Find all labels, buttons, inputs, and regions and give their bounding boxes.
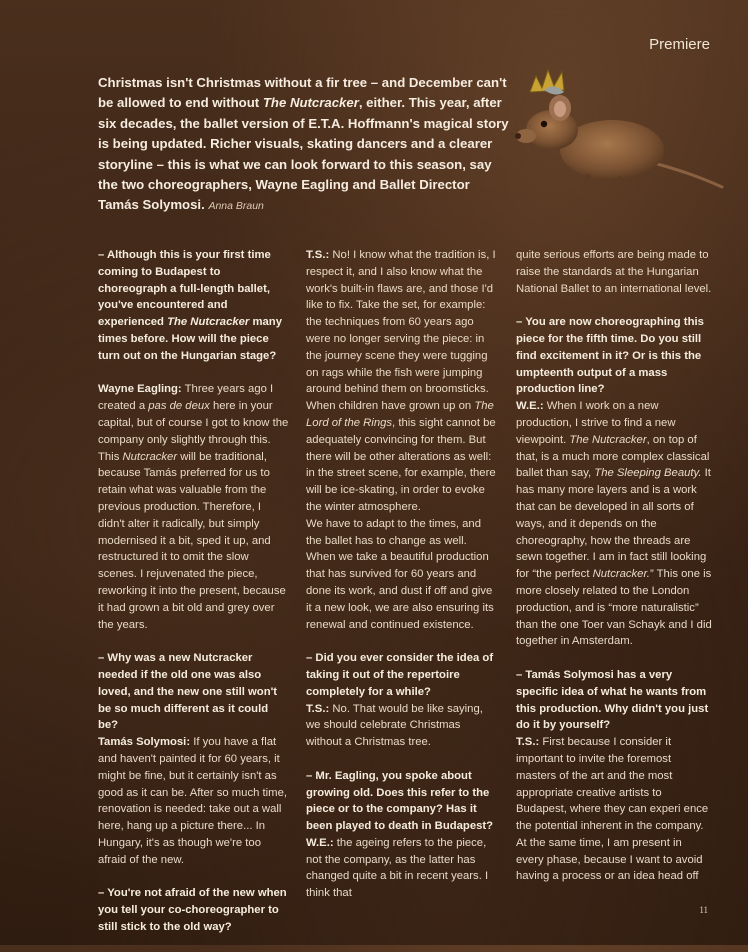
speaker-name: Wayne Eagling: bbox=[98, 383, 182, 396]
question: – Mr. Eagling, you spoke about growing old. Does this refer to the piece or to the company? Has it been played to death in Budapest? bbox=[306, 769, 494, 833]
answer-text: It has many more layers and is a work that can be developed in all sorts of ways, and it depends on the choreography, how the threads are sewn together. I am in fact still looking for “the perfect bbox=[516, 467, 711, 581]
answer-text: At the same time, I am present in every phase, because I want to avoid having a process or an idea head off bbox=[516, 836, 703, 883]
answer-text: No. That would be like saying, we should celebrate Christmas without a Christmas tree. bbox=[306, 702, 483, 749]
column-3 bbox=[516, 247, 712, 902]
answer bbox=[98, 734, 290, 868]
intro-paragraph bbox=[98, 73, 510, 217]
answer-italic: Nutcracker bbox=[122, 450, 178, 463]
answer-text: When I work on a new production, I strive to find a new viewpoint. bbox=[516, 400, 676, 446]
speaker-name: T.S.: bbox=[516, 736, 540, 749]
section-label: Premiere bbox=[649, 36, 710, 53]
column-2 bbox=[306, 247, 498, 919]
answer-text: ” This one is more closely related to the London production, and is “more naturalistic” than the one Toer van Schayk and I did together in Amsterdam. bbox=[516, 568, 712, 648]
speaker-name: T.S.: bbox=[306, 249, 330, 261]
answer bbox=[516, 398, 712, 650]
question: – You're not afraid of the new when you tell your co-choreographer to still stick to the old way? bbox=[98, 887, 287, 933]
answer-italic: pas de deux bbox=[148, 400, 210, 413]
question-text-cont: many times before. How will the piece turn out on the Hungarian stage? bbox=[98, 316, 282, 362]
answer bbox=[306, 835, 498, 902]
speaker-name: W.E.: bbox=[516, 400, 544, 413]
answer bbox=[306, 247, 498, 516]
answer-text: quite serious efforts are being made to raise the standards at the Hungarian National Ballet to an international level. bbox=[516, 249, 712, 295]
page-number: 11 bbox=[699, 905, 708, 915]
answer-text: , on top of that, is a much more complex classical ballet than say, bbox=[516, 433, 710, 480]
question: – Why was a new Nutcracker needed if the old one was also loved, and the new one still won't be so much different as it could be? bbox=[98, 652, 278, 732]
intro-title-italic: The Nutcracker bbox=[262, 95, 359, 111]
question-italic: The Nutcracker bbox=[167, 316, 250, 329]
question-text: – Although this is your first time coming to Budapest to choreograph a full-length ballet, you've encountered and experienced bbox=[98, 249, 271, 329]
answer-text: No! I know what the tradition is, I respect it, and I also know what the work's built-in flaws are, and those I'd like to fix. Take the set, for example: the techniques from 60 years ago were no longer serving the piece: in the journey scene they were tugging on rags while the fish were jumping around behind them on broomsticks. When children have grown up on bbox=[306, 249, 496, 413]
answer bbox=[98, 381, 290, 633]
question bbox=[98, 247, 290, 365]
answer-text: will be traditional, because Tamás preferred for us to retain what was valuable from the previous production. Therefore, I didn't alter it radically, but simply modernised it a bit, sped it up, and restructured it to omit the slow scenes. I rejuvenated the piece, reworking it into the present, because it had grown a bit old and grey over the years. bbox=[98, 450, 286, 631]
intro-text: Christmas isn't Christmas without a fir tree – and December can't be allowed to end without bbox=[98, 75, 507, 111]
question: – Tamás Solymosi has a very specific idea of what he wants from this production. Why didn't you just do it by yourself? bbox=[516, 668, 709, 732]
intro-text-cont: , either. This year, after six decades, the ballet version of E.T.A. Hoffmann's magical story is being updated. Richer visuals, skating dancers and a clearer storyline – this is what we can look forward to this season, say the two choreographers, Wayne Eagling and Ballet Director Tamás Solymosi. bbox=[98, 95, 509, 213]
answer-text: First because I consider it important to invite the foremost masters of the art and the most appropriate creative artists to Budapest, where they can experi ence the potential inherent in the company. bbox=[516, 736, 709, 833]
answer bbox=[306, 701, 498, 751]
column-1 bbox=[98, 247, 290, 952]
mouse-with-crown-illustration bbox=[500, 52, 730, 212]
answer bbox=[516, 734, 712, 835]
answer-italic: The Sleeping Beauty. bbox=[594, 467, 702, 480]
answer-text: If you have a flat and haven't painted it for 60 years, it might be fine, but it certainly isn't as good as it can be. After so much time, renovation is needed: take out a wall here, hang up a picture there... In Hungary, it's as though we're too afraid of the new. bbox=[98, 736, 288, 866]
question: – You are now choreographing this piece for the fifth time. Do you still find excitement in it? Or is this the umpteenth output of a mass production line? bbox=[516, 316, 704, 396]
answer-italic: The Nutcracker bbox=[569, 433, 647, 446]
answer-text: , this sight cannot be adequately convincing for them. But there will be other alterations as well: in the street scene, for example, there will be ice-skating, in order to evoke the winter atmosphere. bbox=[306, 416, 496, 513]
answer-text: Three years ago I created a bbox=[98, 383, 274, 413]
byline: Anna Braun bbox=[208, 200, 264, 213]
speaker-name: T.S.: bbox=[306, 702, 330, 715]
answer-text: We have to adapt to the times, and the ballet has to change as well. When we take a beautiful production that has survived for 60 years and done its work, and dust if off and give it a new look, we are also ensuring its renewal and continued existence. bbox=[306, 517, 494, 631]
speaker-name: W.E.: bbox=[306, 836, 334, 849]
answer-italic: Nutcracker. bbox=[592, 568, 650, 581]
answer-italic: The Lord of the Rings bbox=[306, 400, 494, 429]
speaker-name: Tamás Solymosi: bbox=[98, 736, 191, 749]
answer-text: the ageing refers to the piece, not the company, as the latter has changed quite a bit in recent years. I think that bbox=[306, 836, 489, 900]
answer-text: here in your capital, but of course I got to know the company only slightly through this. This bbox=[98, 400, 289, 463]
question: – Did you ever consider the idea of taking it out of the repertoire completely for a while? bbox=[306, 652, 494, 698]
